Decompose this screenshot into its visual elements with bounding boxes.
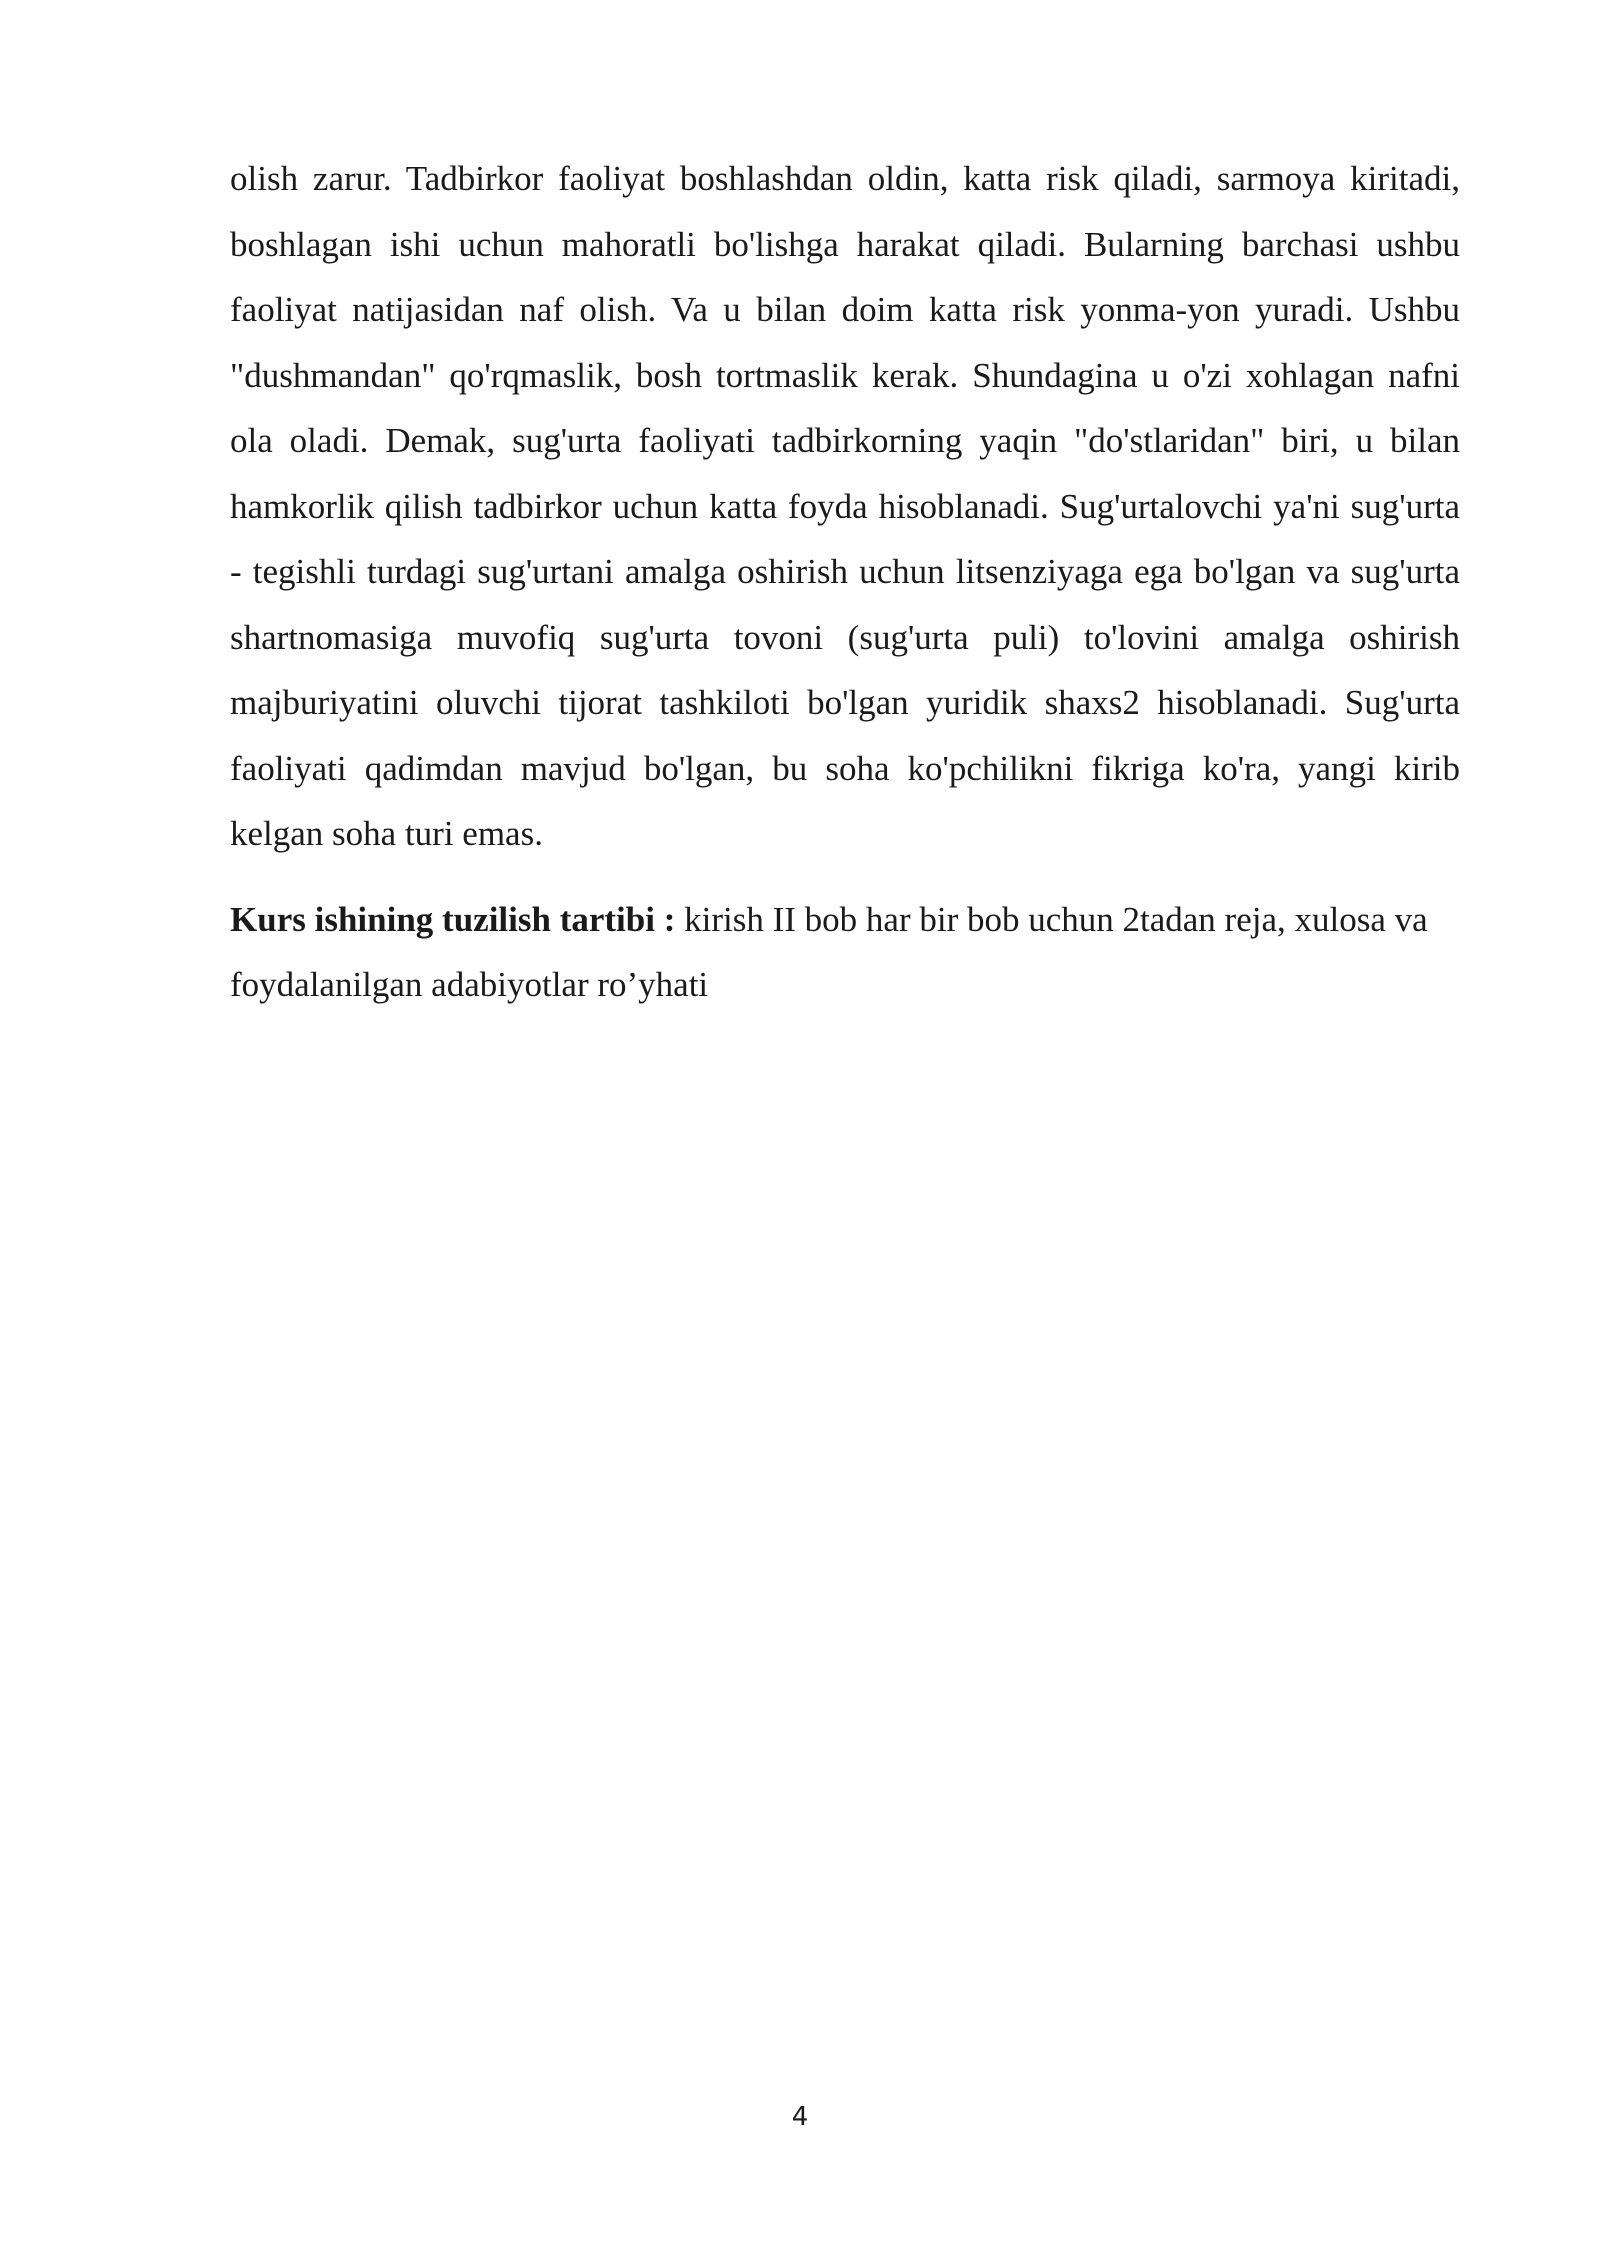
structure-paragraph [230,887,1460,1018]
page-content [230,146,1460,1018]
page-number: 4 [791,2102,809,2132]
body-paragraph: olish zarur. Tadbirkor faoliyat boshlashdan oldin, katta risk qiladi, sarmoya kiritadi, boshlagan ishi uchun mahoratli bo'lishga harakat qiladi. Bularning barchasi ushbu faoliyat natijasidan naf olish. Va u bilan doim katta risk yonma-yon yuradi. Ushbu "dushmandan" qo'rqmaslik, bosh tortmaslik kerak. Shundagina u o'zi xohlagan nafni ola oladi. Demak, sug'urta faoliyati tadbirkorning yaqin "do'stlaridan" biri, u bilan hamkorlik qilish tadbirkor uchun katta foyda hisoblanadi. Sug'urtalovchi ya'ni sug'urta - tegishli turdagi sug'urtani amalga oshirish uchun litsenziyaga ega bo'lgan va sug'urta shartnomasiga muvofiq sug'urta tovoni (sug'urta puli) to'lovini amalga oshirish majburiyatini oluvchi tijorat tashkiloti bo'lgan yuridik shaxs2 hisoblanadi. Sug'urta faoliyati qadimdan mavjud bo'lgan, bu soha ko'pchilikni fikriga ko'ra, yangi kirib kelgan soha turi emas. [230,159,1460,853]
structure-label: Kurs ishining tuzilish tartibi : [230,899,676,939]
structure-text: kirish II bob har bir bob uchun 2tadan reja, xulosa va foydalanilgan adabiyotlar ro’yhati [230,899,1428,1004]
